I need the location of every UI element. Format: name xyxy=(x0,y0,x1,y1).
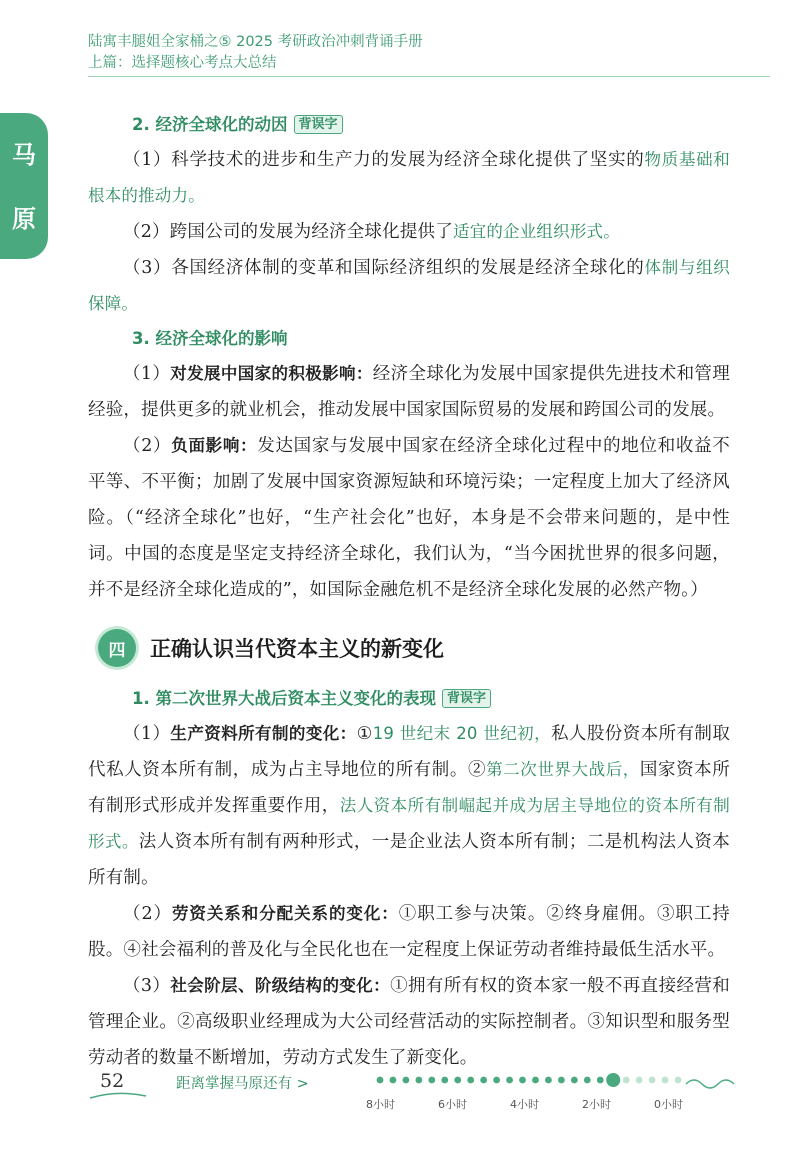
text: 国家资本所有制形式形成并发挥重要作用， xyxy=(88,760,730,816)
progress-dot xyxy=(558,1077,565,1084)
bold-lead: 生产资料所有制的变化： xyxy=(170,724,357,743)
subheading-text: 3. 经济全球化的影响 xyxy=(132,329,288,348)
text: （3）各国经济体制的变革和国际经济组织的发展是经济全球化的 xyxy=(123,258,645,278)
progress-label: 0小时 xyxy=(654,1098,683,1111)
progress-dot xyxy=(506,1077,513,1084)
text: （1） xyxy=(123,364,171,384)
paragraph xyxy=(88,428,730,608)
page-number-swoosh-icon xyxy=(88,1090,148,1102)
page-content xyxy=(88,108,730,1076)
bold-lead: 负面影响： xyxy=(171,436,258,455)
progress-dot xyxy=(377,1077,384,1084)
progress-dot xyxy=(390,1077,397,1084)
progress-dot xyxy=(428,1077,435,1084)
paragraph xyxy=(88,356,730,428)
progress-dot xyxy=(403,1077,410,1084)
text: 经济全球化为发展中国家提供先进技术和管理经验，提供更多的就业机会，推动发展中国家国际贸易的发展和跨国公司的发展。 xyxy=(88,364,731,420)
progress-dot xyxy=(597,1077,604,1084)
text: （2） xyxy=(123,436,172,456)
progress-dot xyxy=(532,1077,539,1084)
progress-label: 4小时 xyxy=(510,1098,539,1111)
subheading xyxy=(132,108,730,142)
header-rule xyxy=(88,76,770,77)
highlight: 物质基础和根本的推动力。 xyxy=(88,150,731,205)
text: ①拥有所有权的资本家一般不再直接经营和管理企业。②高级职业经理成为大公司经营活动的实际控制者。③知识型和服务型劳动者的数量不断增加，劳动方式发生了新变化。 xyxy=(88,976,730,1068)
page-number: 52 xyxy=(100,1070,125,1092)
subheading xyxy=(132,682,730,716)
memorize-badge: 背误字 xyxy=(294,115,343,134)
text: 法人资本所有制有两种形式，一是企业法人资本所有制；二是机构法人资本所有制。 xyxy=(88,832,730,888)
bold-lead: 社会阶层、阶级结构的变化： xyxy=(170,976,391,995)
page-footer xyxy=(0,1066,800,1126)
progress-dot xyxy=(662,1077,669,1084)
header-chapter: 上篇：选择题核心考点大总结 xyxy=(88,55,277,71)
highlight: 适宜的企业组织形式。 xyxy=(452,222,620,241)
text: 发达国家与发展中国家在经济全球化过程中的地位和收益不平等、不平衡；加剧了发展中国家资源短缺和环境污染；一定程度上加大了经济风险。（“经济全球化”也好，“生产社会化”也好，本身是不会带来问题的，是中性词。中国的态度是坚定支持经济全球化，我们认为，“当今困扰世界的很多问题，并不是经济全球化造成的”，如国际金融危机不是经济全球化发展的必然产物。） xyxy=(88,436,731,600)
reading-progress xyxy=(360,1066,750,1126)
progress-dot xyxy=(441,1077,448,1084)
progress-dot xyxy=(467,1077,474,1084)
running-header xyxy=(88,32,423,74)
highlight: 第二次世界大战后， xyxy=(486,760,640,779)
bold-lead: 劳资关系和分配关系的变化： xyxy=(171,904,399,923)
section-heading xyxy=(98,628,730,668)
text: （1）科学技术的进步和生产力的发展为经济全球化提供了坚实的 xyxy=(123,150,645,170)
progress-label: 8小时 xyxy=(366,1098,395,1111)
progress-label: 6小时 xyxy=(438,1098,467,1111)
progress-label: 2小时 xyxy=(582,1098,611,1111)
paragraph xyxy=(88,214,730,250)
paragraph xyxy=(88,716,730,896)
side-tab-char: 原 xyxy=(12,205,36,233)
progress-dot xyxy=(623,1077,630,1084)
progress-dot xyxy=(493,1077,500,1084)
subheading xyxy=(132,322,730,356)
progress-dot xyxy=(584,1077,591,1084)
footer-progress-caption: 距离掌握马原还有 > xyxy=(176,1076,309,1092)
progress-dot xyxy=(545,1077,552,1084)
progress-dot xyxy=(415,1077,422,1084)
progress-track xyxy=(360,1066,750,1096)
progress-dot xyxy=(519,1077,526,1084)
progress-dot xyxy=(454,1077,461,1084)
text: ①职工参与决策。②终身雇佣。③职工持股。④社会福利的普及化与全民化也在一定程度上保证劳动者维持最低生活水平。 xyxy=(88,904,730,960)
progress-dot xyxy=(649,1077,656,1084)
progress-dot xyxy=(675,1077,682,1084)
highlight: 体制与组织保障。 xyxy=(88,258,731,313)
paragraph xyxy=(88,968,730,1076)
progress-marker xyxy=(606,1073,620,1087)
subheading-text: 2. 经济全球化的动因 xyxy=(132,115,288,134)
subheading-text: 1. 第二次世界大战后资本主义变化的表现 xyxy=(132,689,436,708)
text: （1） xyxy=(123,724,171,744)
wave-decoration-icon xyxy=(686,1080,734,1088)
text: 私人股份资本所有制取代私人资本所有制，成为占主导地位的所有制。② xyxy=(88,724,731,780)
progress-dot xyxy=(571,1077,578,1084)
section-title: 正确认识当代资本主义的新变化 xyxy=(150,637,444,661)
highlight: 法人资本所有制崛起并成为居主导地位的资本所有制形式。 xyxy=(88,796,730,851)
paragraph xyxy=(88,896,730,968)
memorize-badge: 背误字 xyxy=(442,689,491,708)
text: （2）跨国公司的发展为经济全球化提供了 xyxy=(123,222,453,242)
side-chapter-tab xyxy=(0,113,48,259)
paragraph xyxy=(88,142,730,214)
section-number-badge: 四 xyxy=(98,629,136,667)
text: （2） xyxy=(123,904,172,924)
side-tab-char: 马 xyxy=(12,141,36,169)
highlight: 19 世纪末 20 世纪初， xyxy=(372,724,551,743)
progress-dot xyxy=(480,1077,487,1084)
paragraph xyxy=(88,250,730,322)
progress-dot xyxy=(636,1077,643,1084)
bold-lead: 对发展中国家的积极影响： xyxy=(170,364,373,383)
header-book-title: 陆寓丰腿姐全家桶之⑤ 2025 考研政治冲刺背诵手册 xyxy=(88,34,423,50)
text: （3） xyxy=(123,976,171,996)
text: ① xyxy=(356,724,373,744)
